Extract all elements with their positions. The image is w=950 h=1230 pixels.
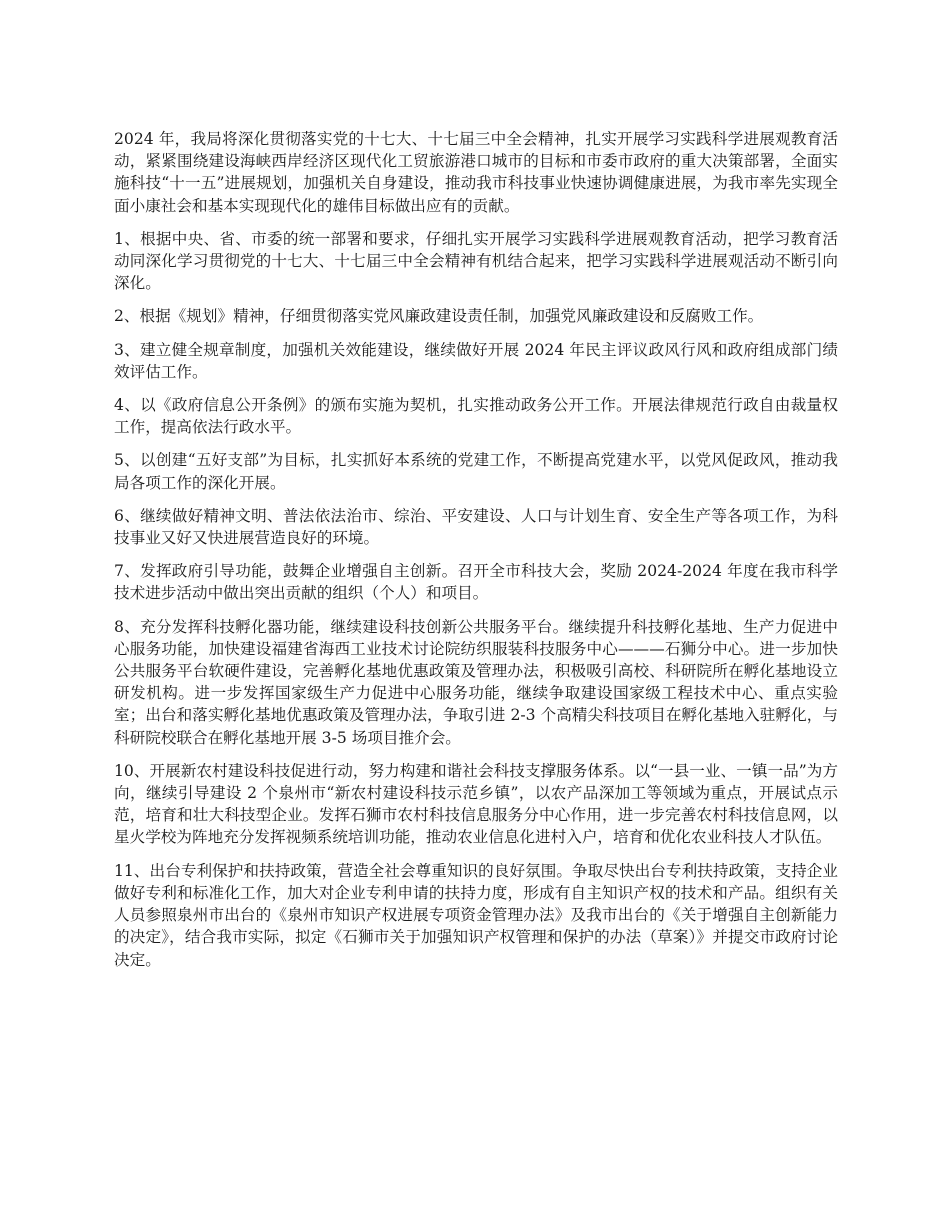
document-body <box>114 128 838 982</box>
item-5-paragraph: 5、以创建“五好支部”为目标，扎实抓好本系统的党建工作，不断提高党建水平，以党风促政风，推动我局各项工作的深化开展。 <box>114 451 838 492</box>
item-11-paragraph: 11、出台专利保护和扶持政策，营造全社会尊重知识的良好氛围。争取尽快出台专利扶持政策，支持企业做好专利和标准化工作，加大对企业专利申请的扶持力度，形成有自主知识产权的技术和产品。组织有关人员参照泉州市出台的《泉州市知识产权进展专项资金管理办法》及我市出台的《关于增强自主创新能力的决定》，结合我市实际，拟定《石狮市关于加强知识产权管理和保护的办法（草案）》并提交市政府讨论决定。 <box>114 861 838 969</box>
item-1-paragraph: 1、根据中央、省、市委的统一部署和要求，仔细扎实开展学习实践科学进展观教育活动，把学习教育活动同深化学习贯彻党的十七大、十七届三中全会精神有机结合起来，把学习实践科学进展观活动不断引向深化。 <box>114 229 838 293</box>
item-4-paragraph: 4、以《政府信息公开条例》的颁布实施为契机，扎实推动政务公开工作。开展法律规范行政自由裁量权工作，提高依法行政水平。 <box>114 396 838 437</box>
item-8-paragraph: 8、充分发挥科技孵化器功能，继续建设科技创新公共服务平台。继续提升科技孵化基地、生产力促进中心服务功能，加快建设福建省海西工业技术讨论院纺织服装科技服务中心———石狮分中心。进一步加快公共服务平台软硬件建设，完善孵化基地优惠政策及管理办法，积极吸引高校、科研院所在孵化基地设立研发机构。进一步发挥国家级生产力促进中心服务功能，继续争取建设国家级工程技术中心、重点实验室；出台和落实孵化基地优惠政策及管理办法，争取引进 2-3 个高精尖科技项目在孵化基地入驻孵化，与科研院校联合在孵化基地开展 3-5 场项目推介会。 <box>114 617 838 747</box>
item-10-paragraph: 10、开展新农村建设科技促进行动，努力构建和谐社会科技支撑服务体系。以“一县一业、一镇一品”为方向，继续引导建设 2 个泉州市“新农村建设科技示范乡镇”，以农产品深加工等领域为重点，开展试点示范，培育和壮大科技型企业。发挥石狮市农村科技信息服务分中心作用，进一步完善农村科技信息网，以星火学校为阵地充分发挥视频系统培训功能，推动农业信息化进村入户，培育和优化农业科技人才队伍。 <box>114 761 838 847</box>
intro-paragraph: 2024 年，我局将深化贯彻落实党的十七大、十七届三中全会精神，扎实开展学习实践科学进展观教育活动，紧紧围绕建设海峡西岸经济区现代化工贸旅游港口城市的目标和市委市政府的重大决策部署，全面实施科技“十一五”进展规划，加强机关自身建设，推动我市科技事业快速协调健康进展，为我市率先实现全面小康社会和基本实现现代化的雄伟目标做出应有的贡献。 <box>114 130 838 215</box>
item-3-paragraph: 3、建立健全规章制度，加强机关效能建设，继续做好开展 2024 年民主评议政风行风和政府组成部门绩效评估工作。 <box>114 340 838 381</box>
item-6-paragraph: 6、继续做好精神文明、普法依法治市、综治、平安建设、人口与计划生育、安全生产等各项工作，为科技事业又好又快进展营造良好的环境。 <box>114 506 838 548</box>
item-7-paragraph: 7、发挥政府引导功能，鼓舞企业增强自主创新。召开全市科技大会，奖励 2024-2024 年度在我市科学技术进步活动中做出突出贡献的组织（个人）和项目。 <box>114 562 838 603</box>
item-2-paragraph: 2、根据《规划》精神，仔细贯彻落实党风廉政建设责任制，加强党风廉政建设和反腐败工作。 <box>114 307 764 326</box>
